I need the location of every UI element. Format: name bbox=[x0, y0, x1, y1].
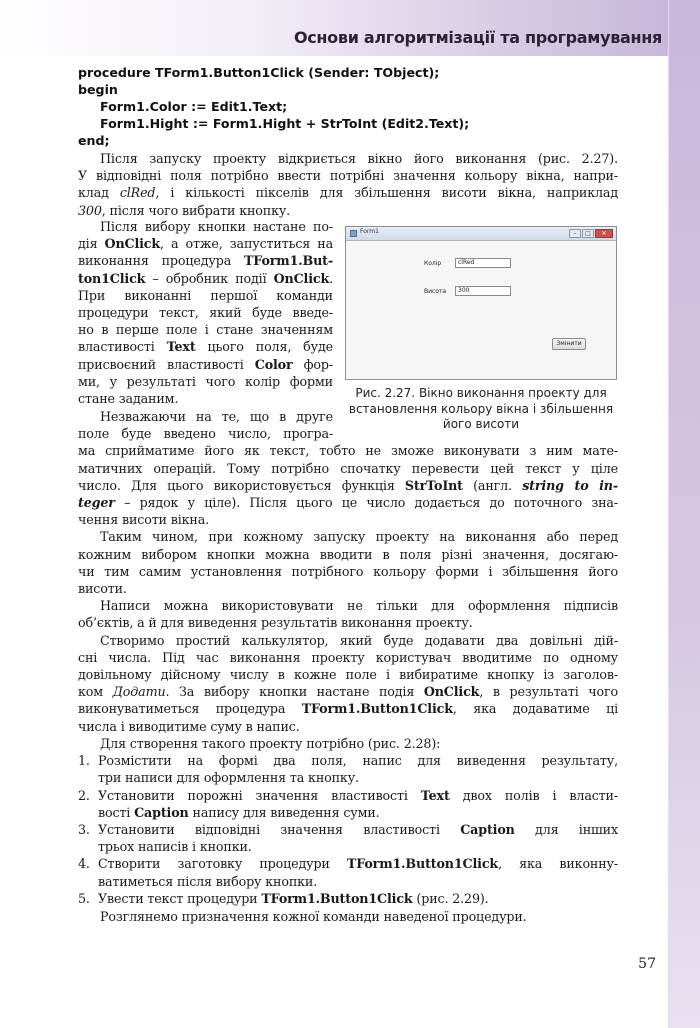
text-run: , в результаті чого bbox=[479, 684, 618, 700]
list-number: 5. bbox=[78, 890, 90, 906]
text-run: ком bbox=[78, 684, 113, 700]
form-icon bbox=[350, 230, 357, 237]
text-run: виконання процедура bbox=[78, 253, 244, 269]
paragraph-4 bbox=[78, 528, 618, 597]
caption-line: його висоти bbox=[442, 417, 520, 431]
text-run: для інших bbox=[514, 822, 618, 837]
list-number: 3. bbox=[78, 822, 90, 837]
list-number: 4. bbox=[78, 856, 90, 872]
chapter-title: Основи алгоритмізації та програмування bbox=[293, 28, 662, 47]
text-run: дія bbox=[78, 236, 105, 252]
text-run: клад bbox=[78, 185, 120, 201]
window-body bbox=[346, 241, 616, 379]
text-line: но в перше поле і стане значенням bbox=[78, 322, 333, 338]
text-run: string to in- bbox=[522, 477, 618, 493]
text-line: ми, у результаті чого колір форми bbox=[78, 373, 333, 389]
text-run: , і кількості пікселів для збільшення висоти вікна, наприклад bbox=[155, 185, 618, 201]
text-run: фор- bbox=[292, 356, 333, 372]
text-line: процедури текст, який буде введе- bbox=[78, 305, 333, 321]
text-run: , яка додаватиме ці bbox=[452, 701, 618, 717]
text-run: Color bbox=[254, 356, 293, 372]
text-run: TForm1.But- bbox=[244, 253, 333, 269]
paragraph-3 bbox=[78, 442, 618, 528]
list-item bbox=[78, 855, 618, 889]
text-line: Розглянемо призначення кожної команди наведеної процедури. bbox=[100, 908, 527, 924]
text-run: цього поля, буде bbox=[195, 339, 333, 355]
paragraph-8 bbox=[78, 908, 618, 925]
list-item bbox=[78, 787, 618, 821]
text-run: Caption bbox=[134, 804, 189, 820]
paragraph-1 bbox=[78, 150, 618, 219]
text-run: Text bbox=[420, 787, 450, 803]
text-line: поле буде введено число, програ- bbox=[78, 426, 333, 442]
text-line: Розмістити на формі два поля, напис для виведення результату, bbox=[98, 753, 618, 769]
text-line: У відповідні поля потрібно ввести потрібні значення кольору вікна, напри- bbox=[78, 168, 618, 184]
text-run: Увести текст процедури bbox=[98, 890, 262, 906]
close-icon[interactable]: ✕ bbox=[595, 229, 613, 238]
text-line: чення висоти вікна. bbox=[78, 512, 210, 528]
text-line: Створимо простий калькулятор, який буде додавати два довільні дій- bbox=[100, 632, 618, 648]
code-line: Form1.Color := Edit1.Text; bbox=[100, 99, 288, 114]
window-titlebar bbox=[346, 227, 616, 241]
text-run: – рядок у ціле). Після цього це число додається до поточного зна- bbox=[114, 495, 618, 510]
text-line: Таким чином, при кожному запуску проекту на виконання або перед bbox=[100, 529, 618, 545]
text-run: clRed bbox=[119, 185, 156, 201]
height-edit[interactable]: 300 bbox=[455, 286, 511, 296]
minimize-icon[interactable]: – bbox=[569, 229, 581, 238]
text-line: трьох написів і кнопки. bbox=[98, 839, 252, 855]
text-run: Установити відповідні значення властивості bbox=[98, 822, 461, 837]
text-run: властивості bbox=[78, 339, 167, 355]
code-line: procedure TForm1.Button1Click (Sender: TObject); bbox=[78, 65, 440, 80]
text-line: чи тим самим установлення потрібного кольору форми і збільшення його bbox=[78, 563, 618, 579]
text-run: напису для виведення суми. bbox=[188, 804, 380, 820]
steps-list bbox=[78, 752, 618, 907]
change-button[interactable]: Змінити bbox=[552, 338, 586, 350]
code-line: Form1.Hight := Form1.Hight + StrToInt (Edit2.Text); bbox=[100, 116, 470, 131]
side-strip bbox=[669, 0, 700, 1028]
text-line: ватиметься після вибору кнопки. bbox=[98, 873, 318, 889]
text-line: об’єктів, а й для виведення результатів виконання проекту. bbox=[78, 615, 473, 631]
color-edit[interactable]: clRed bbox=[455, 258, 511, 268]
text-run: 300 bbox=[78, 202, 102, 218]
text-line: При виконанні першої команди bbox=[78, 287, 333, 303]
text-run: OnClick bbox=[104, 236, 161, 252]
text-run: TForm1.Button1Click bbox=[261, 890, 413, 906]
text-run: TForm1.Button1Click bbox=[301, 701, 453, 717]
list-item bbox=[78, 821, 618, 855]
text-line: довільному дійсному числу в кожне поле і вибиратиме кнопку із заголов- bbox=[78, 667, 618, 682]
text-line: числа і виводитиме суму в напис. bbox=[78, 718, 300, 734]
text-run: . За вибору кнопки настане подія bbox=[165, 684, 424, 700]
text-run: вості bbox=[98, 804, 135, 820]
paragraph-5 bbox=[78, 597, 618, 631]
text-run: . bbox=[329, 270, 333, 286]
text-run: виконуватиметься процедура bbox=[78, 701, 302, 717]
text-run: двох полів і власти- bbox=[449, 787, 618, 803]
text-line: три написи для оформлення та кнопку. bbox=[98, 770, 359, 786]
text-line: кожним вибором кнопки можна вводити в поля різні значення, досягаю- bbox=[78, 546, 618, 562]
code-line: end; bbox=[78, 133, 110, 148]
text-run: OnClick bbox=[273, 270, 330, 286]
text-line: Після запуску проекту відкриється вікно його виконання (рис. 2.27). bbox=[100, 151, 618, 166]
height-label: Висота bbox=[424, 288, 447, 295]
text-run: – обробник події bbox=[145, 270, 274, 286]
paragraph-3-start bbox=[78, 408, 333, 442]
text-run: Додати bbox=[112, 684, 166, 700]
text-run: TForm1.Button1Click bbox=[346, 856, 499, 872]
text-run: ton1Click bbox=[78, 270, 146, 286]
form-window-screenshot bbox=[345, 226, 617, 380]
text-line: висоти. bbox=[78, 581, 127, 596]
list-item bbox=[78, 752, 618, 786]
window-controls bbox=[569, 229, 613, 238]
text-run: OnClick bbox=[423, 684, 480, 700]
text-run: , яка виконну- bbox=[498, 856, 618, 872]
text-run: число. Для цього використовується функція bbox=[78, 477, 405, 493]
color-label: Колір bbox=[424, 260, 442, 267]
maximize-icon[interactable]: □ bbox=[582, 229, 594, 238]
paragraph-6 bbox=[78, 632, 618, 735]
text-line: Після вибору кнопки настане по- bbox=[100, 219, 333, 234]
text-run: Text bbox=[166, 339, 196, 355]
text-line: Для створення такого проекту потрібно (рис. 2.28): bbox=[100, 736, 441, 751]
text-run: присвоєний властивості bbox=[78, 356, 255, 372]
caption-line: Рис. 2.27. Вікно виконання проекту для bbox=[355, 386, 607, 400]
text-run: Установити порожні значення властивості bbox=[98, 787, 421, 803]
text-run: (рис. 2.29). bbox=[412, 890, 489, 906]
text-line: стане заданим. bbox=[78, 391, 179, 407]
paragraph-7 bbox=[78, 735, 618, 752]
page-number: 57 bbox=[638, 956, 656, 972]
text-run: StrToInt bbox=[404, 477, 463, 493]
code-line: begin bbox=[78, 82, 118, 97]
window-title: Form1 bbox=[360, 228, 379, 235]
text-run: teger bbox=[78, 495, 115, 510]
paragraph-2 bbox=[78, 218, 333, 407]
text-line: сні числа. Під час виконання проекту користувач вводитиме по одному bbox=[78, 649, 618, 665]
text-run: , а отже, запуститься на bbox=[160, 236, 333, 252]
text-line: матичних операцій. Тому потрібно спочатку перевести цей текст у ціле bbox=[78, 460, 618, 476]
text-line: Написи можна використовувати не тільки для оформлення підписів bbox=[100, 598, 618, 614]
list-item bbox=[78, 890, 618, 907]
text-run: Створити заготовку процедури bbox=[98, 856, 347, 872]
caption-line: встановлення кольору вікна і збільшення bbox=[348, 401, 614, 416]
text-run: (англ. bbox=[462, 477, 523, 493]
text-line: ма сприйматиме його як текст, тобто не зможе виконувати з ним мате- bbox=[78, 443, 618, 459]
text-line: Незважаючи на те, що в друге bbox=[100, 409, 333, 424]
list-number: 1. bbox=[78, 753, 90, 769]
text-run: Caption bbox=[460, 822, 515, 837]
figure-caption bbox=[345, 386, 617, 433]
text-run: , після чого вибрати кнопку. bbox=[101, 202, 291, 218]
code-listing bbox=[78, 64, 469, 149]
list-number: 2. bbox=[78, 787, 90, 803]
